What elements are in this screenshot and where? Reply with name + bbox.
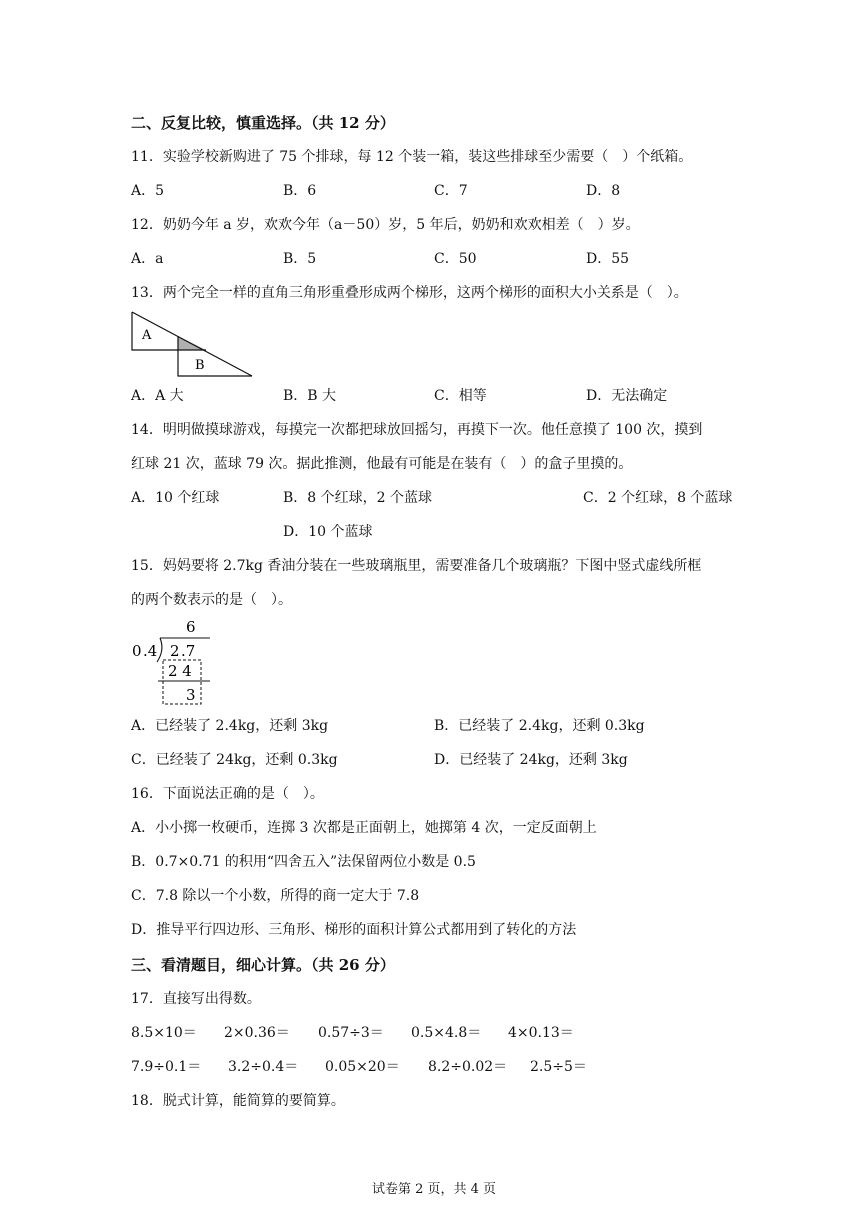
division-bracket bbox=[157, 638, 162, 662]
calc-item: 0.05×20＝ bbox=[325, 1059, 400, 1075]
question-14-stem-line2: 红球 21 次，蓝球 79 次。据此推测，他最有可能是在装有（ ）的盒子里摸的。 bbox=[131, 456, 633, 472]
q14-option-b[interactable]: B．8 个红球，2 个蓝球 bbox=[283, 490, 433, 506]
q11-option-d[interactable]: D．8 bbox=[586, 183, 621, 199]
q12-option-c[interactable]: C．50 bbox=[434, 251, 477, 267]
hypotenuse-line bbox=[132, 312, 252, 376]
section-3-title: 三、看清题目，细心计算。（共 26 分） bbox=[131, 956, 395, 974]
calc-item: 2.5÷5＝ bbox=[530, 1059, 587, 1075]
calc-item: 0.5×4.8＝ bbox=[411, 1025, 482, 1041]
long-division-figure bbox=[128, 612, 218, 708]
calc-item: 8.2÷0.02＝ bbox=[428, 1059, 508, 1075]
calc-item: 7.9÷0.1＝ bbox=[131, 1059, 202, 1075]
section-2-title: 二、反复比较，慎重选择。（共 12 分） bbox=[131, 114, 395, 132]
q15-option-b[interactable]: B．已经装了 2.4kg，还剩 0.3kg bbox=[434, 718, 645, 734]
division-divisor: 0 .4 bbox=[132, 642, 158, 660]
calc-item: 2×0.36＝ bbox=[224, 1025, 290, 1041]
question-15-stem-line1: 15．妈妈要将 2.7kg 香油分装在一些玻璃瓶里，需要准备几个玻璃瓶？下图中竖式虚线所框 bbox=[131, 558, 702, 574]
question-16-stem: 16．下面说法正确的是（ ）。 bbox=[131, 786, 324, 802]
question-11-stem: 11．实验学校新购进了 75 个排球，每 12 个装一箱，装这些排球至少需要（ ）个纸箱。 bbox=[131, 149, 693, 165]
question-17-stem: 17．直接写出得数。 bbox=[131, 991, 261, 1007]
q15-option-c[interactable]: C．已经装了 24kg，还剩 0.3kg bbox=[131, 752, 338, 768]
q13-option-c[interactable]: C．相等 bbox=[434, 388, 487, 404]
q11-option-c[interactable]: C．7 bbox=[434, 183, 468, 199]
q16-option-a[interactable]: A．小小掷一枚硬币，连掷 3 次都是正面朝上，她掷第 4 次，一定反面朝上 bbox=[131, 820, 597, 836]
division-remainder: 3 bbox=[186, 686, 196, 704]
q14-option-a[interactable]: A．10 个红球 bbox=[131, 490, 220, 506]
question-13-stem: 13．两个完全一样的直角三角形重叠形成两个梯形，这两个梯形的面积大小关系是（ ）。 bbox=[131, 285, 688, 301]
calc-item: 8.5×10＝ bbox=[131, 1025, 197, 1041]
q14-option-c[interactable]: C．2 个红球，8 个蓝球 bbox=[583, 490, 733, 506]
q11-option-a[interactable]: A．5 bbox=[131, 183, 165, 199]
trapezoid-figure bbox=[128, 308, 260, 380]
q11-option-b[interactable]: B．6 bbox=[283, 183, 317, 199]
calc-item: 4×0.13＝ bbox=[508, 1025, 574, 1041]
q13-option-d[interactable]: D．无法确定 bbox=[586, 388, 668, 404]
division-quotient: 6 bbox=[186, 618, 196, 636]
figure-label-a: A bbox=[142, 328, 152, 343]
q16-option-b[interactable]: B．0.7×0.71 的积用“四舍五入”法保留两位小数是 0.5 bbox=[131, 854, 476, 870]
division-dividend: 2 .7 bbox=[170, 642, 196, 660]
question-12-stem: 12．奶奶今年 a 岁，欢欢今年（a－50）岁，5 年后，奶奶和欢欢相差（ ）岁。 bbox=[131, 217, 640, 233]
q12-option-d[interactable]: D．55 bbox=[586, 251, 630, 267]
q14-option-d[interactable]: D．10 个蓝球 bbox=[283, 524, 373, 540]
q15-option-d[interactable]: D．已经装了 24kg，还剩 3kg bbox=[434, 752, 628, 768]
figure-label-b: B bbox=[195, 358, 205, 373]
q12-option-a[interactable]: A．a bbox=[131, 251, 164, 267]
q15-option-a[interactable]: A．已经装了 2.4kg，还剩 3kg bbox=[131, 718, 329, 734]
question-18-stem: 18．脱式计算，能简算的要简算。 bbox=[131, 1093, 345, 1109]
calc-item: 0.57÷3＝ bbox=[318, 1025, 384, 1041]
q16-option-d[interactable]: D．推导平行四边形、三角形、梯形的面积计算公式都用到了转化的方法 bbox=[131, 922, 577, 938]
question-14-stem-line1: 14．明明做摸球游戏，每摸完一次都把球放回摇匀，再摸下一次。他任意摸了 100 次，摸到 bbox=[131, 422, 703, 438]
q13-option-b[interactable]: B．B 大 bbox=[283, 388, 337, 404]
q13-option-a[interactable]: A．A 大 bbox=[131, 388, 184, 404]
page-footer: 试卷第 2 页，共 4 页 bbox=[371, 1182, 497, 1197]
q12-option-b[interactable]: B．5 bbox=[283, 251, 317, 267]
question-15-stem-line2: 的两个数表示的是（ ）。 bbox=[131, 592, 292, 608]
division-product: 2 4 bbox=[168, 662, 192, 680]
q16-option-c[interactable]: C．7.8 除以一个小数，所得的商一定大于 7.8 bbox=[131, 888, 420, 904]
calc-item: 3.2÷0.4＝ bbox=[228, 1059, 299, 1075]
